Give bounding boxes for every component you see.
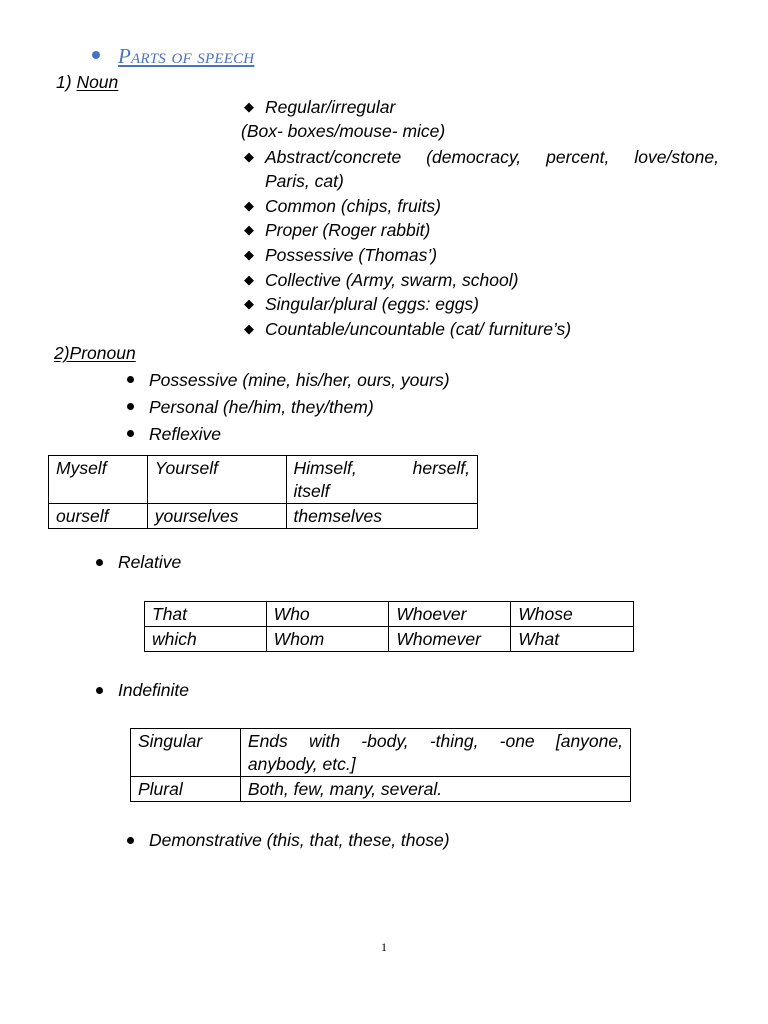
- bullet-dot: [96, 687, 103, 694]
- bullet-dot: [96, 559, 103, 566]
- indefinite-table: [130, 728, 631, 802]
- pronoun-item: Reflexive: [149, 424, 221, 444]
- noun-item: Abstract/concrete (democracy, percent, love/stone,: [265, 147, 719, 167]
- cell-line: anybody, etc.]: [247, 754, 356, 774]
- table-row: [145, 602, 634, 627]
- table-cell: Whomever: [389, 627, 511, 652]
- bullet-dot: [127, 376, 134, 383]
- diamond-bullet: ◆: [244, 272, 254, 287]
- bullet-dot: [127, 430, 134, 437]
- diamond-bullet: ◆: [244, 149, 254, 164]
- bullet-dot: [127, 837, 134, 844]
- indefinite-label: Indefinite: [118, 680, 190, 700]
- diamond-bullet: ◆: [244, 296, 254, 311]
- table-cell: [286, 456, 477, 504]
- table-cell: Whose: [511, 602, 634, 627]
- table-row: [49, 504, 478, 529]
- noun-heading-label: Noun: [76, 72, 119, 92]
- table-cell: Whoever: [389, 602, 511, 627]
- diamond-bullet: ◆: [244, 198, 254, 213]
- noun-item: Common (chips, fruits): [265, 196, 442, 216]
- table-cell: Singular: [131, 729, 241, 777]
- pronoun-item: Possessive (mine, his/her, ours, yours): [149, 370, 450, 390]
- table-cell: Myself: [49, 456, 148, 504]
- table-cell: yourselves: [147, 504, 286, 529]
- noun-regular-example: (Box- boxes/mouse- mice): [241, 121, 446, 141]
- pronoun-item: Personal (he/him, they/them): [149, 397, 374, 417]
- table-cell: Plural: [131, 777, 241, 802]
- page-title: Parts of speech: [118, 44, 255, 68]
- noun-item: Singular/plural (eggs: eggs): [265, 294, 480, 314]
- bullet-dot: [127, 403, 134, 410]
- relative-label: Relative: [118, 552, 182, 572]
- diamond-bullet: ◆: [244, 247, 254, 262]
- table-cell: ourself: [49, 504, 148, 529]
- diamond-bullet: ◆: [244, 321, 254, 336]
- table-row: [131, 777, 631, 802]
- table-cell: Who: [266, 602, 389, 627]
- table-row: [49, 456, 478, 504]
- table-cell: themselves: [286, 504, 477, 529]
- noun-item: Collective (Army, swarm, school): [265, 270, 519, 290]
- noun-item: Proper (Roger rabbit): [265, 220, 431, 240]
- table-cell: That: [145, 602, 267, 627]
- diamond-bullet: ◆: [244, 99, 254, 114]
- title-bullet: [92, 51, 100, 59]
- noun-heading: [56, 70, 118, 94]
- reflexive-table: [48, 455, 478, 529]
- cell-line: Ends with -body, -thing, -one [anyone,: [247, 731, 623, 751]
- table-cell: [240, 729, 630, 777]
- table-row: [131, 729, 631, 777]
- table-cell: Yourself: [147, 456, 286, 504]
- noun-item: Regular/irregular: [265, 97, 396, 117]
- noun-number: 1): [56, 72, 72, 92]
- table-cell: Both, few, many, several.: [240, 777, 630, 802]
- table-row: [145, 627, 634, 652]
- relative-table: [144, 601, 634, 652]
- pronoun-heading: 2)Pronoun: [54, 343, 136, 363]
- cell-line: itself: [293, 481, 330, 501]
- diamond-bullet: ◆: [244, 222, 254, 237]
- cell-line: Himself, herself,: [293, 458, 470, 478]
- table-cell: which: [145, 627, 267, 652]
- noun-item: Possessive (Thomas’): [265, 245, 438, 265]
- page-number: 1: [381, 940, 387, 954]
- noun-item: Countable/uncountable (cat/ furniture’s): [265, 319, 572, 339]
- table-cell: Whom: [266, 627, 389, 652]
- demonstrative-item: Demonstrative (this, that, these, those): [149, 830, 450, 850]
- noun-abstract-continuation: Paris, cat): [265, 171, 344, 191]
- table-cell: What: [511, 627, 634, 652]
